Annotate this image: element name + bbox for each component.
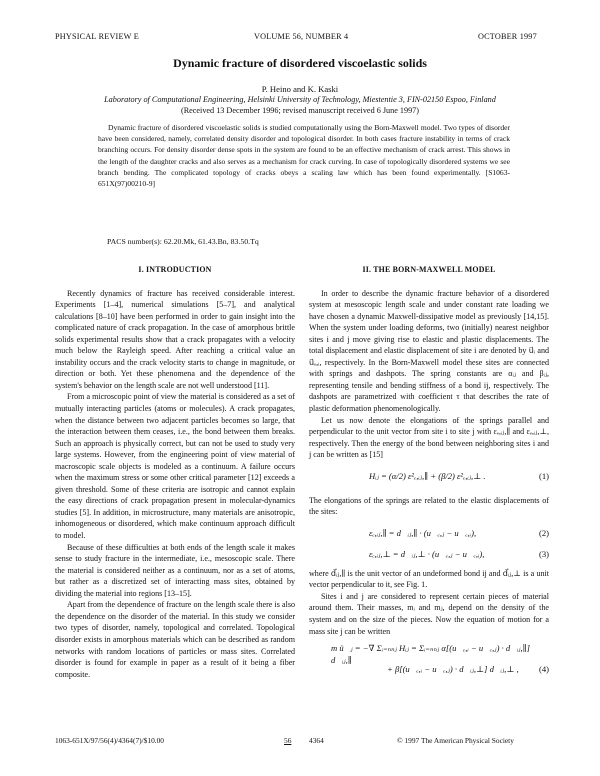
equation-4 (309, 637, 549, 681)
equation-2-number: (2) (538, 527, 549, 538)
section-heading-model: II. THE BORN-MAXWELL MODEL (362, 265, 496, 274)
affiliation: Laboratory of Computational Engineering, Helsinki University of Technology, Miestentie 3, FIN-02150 Espoo, Finland (104, 95, 496, 104)
equation-1-body: Hᵢⱼ = (α/2) ε²ₑ,ᵢⱼ,∥ + (β/2) ε²ₑ,ᵢⱼ,⊥ . (369, 470, 486, 481)
abstract (98, 122, 510, 189)
intro-paragraph: Recently dynamics of fracture has received considerable interest. Experiments [1–4], numerical simulations [5–7], and analytical calculations [8–10] have been performed in order to gain insight into the complicated nature of crack propagation. In the case of amorphous brittle solids experimental results show that a crack propagates with a velocity much below the Rayleigh speed. After reaching a critical value an instability occurs and the crack velocity starts to change in magnitude, or direction or both. Yet these phenomena and the dependence of the system's behavior on the length scale are not well understood [11]. (55, 288, 295, 390)
equation-2 (309, 518, 549, 544)
journal-name: PHYSICAL REVIEW E (55, 32, 139, 41)
intro-paragraph: From a microscopic point of view the material is considered as a set of mutually interacting particles (atoms or molecules). A crack propagates, when the distance between two adjacent particles becomes so large, that the interaction between them ceases, i.e., the bond between them breaks. Such an approach is physically correct, but can not be used to study very large systems. However, from the engineering point of view material of macroscopic scale objects is modeled as a continuum. A failure occurs when the maximum stress or some other critical parameter [12] exceeds a given threshold. Some of these criteria are isotropic and cannot explain the easy directions of crack propagation present in molecular-dynamics studies [5]. In addition, in microstructure, many materials are anisotropic, inhomogeneous or disordered, which make continuum approach difficult to model. (55, 392, 295, 541)
equation-3 (309, 544, 549, 568)
section-heading-introduction: I. INTRODUCTION (138, 265, 212, 274)
equation-1-number: (1) (538, 470, 549, 481)
footer-issue-page: 56 (284, 736, 292, 745)
equation-2-body: εₑ,ᵢⱼ,∥ = d⃗ᵢⱼ,∥ · (u⃗ₑ,ⱼ − u⃗ₑ,ᵢ), (369, 527, 477, 538)
abstract-text: Dynamic fracture of disordered viscoelastic solids is studied computationally using the Born-Maxwell model. Two types of disorder have been considered, namely, correlated density disorder and topological disorder. In both cases fracture instability in terms of crack branching occurs. For density disorder dense spots in the system are found to be an effective mechanism of crack arrest. This shows in the length of the daughter cracks and also serves as a mechanism for crack curving. In case of topologically disordered systems we see branch bending. The complicated topology of cracks obeys a scaling law which has been found experimentally. [S1063-651X(97)00210-9] (98, 123, 510, 189)
equation-4-line-2: + β[(u⃗ₑ,ᵢ − u⃗ₑ,ⱼ) · d⃗ᵢⱼ,⊥] d⃗ᵢⱼ,⊥ , (387, 664, 519, 675)
equation-4-line-1: m ü⃗ⱼ = −∇ Σᵢ₌ₙₙⱼ Hᵢⱼ = Σᵢ₌ₙₙⱼ α[(u⃗ₑ,ᵢ − u⃗ₑ,ⱼ) · d⃗ᵢⱼ,∥] d⃗ᵢⱼ,∥ (331, 643, 530, 665)
right-column (309, 264, 549, 681)
volume-number: VOLUME 56, NUMBER 4 (254, 32, 349, 41)
equation-4-number: (4) (538, 664, 549, 675)
received-dates: (Received 13 December 1996; revised manuscript received 6 June 1997) (180, 106, 420, 115)
model-paragraph: Sites i and j are considered to represent certain pieces of material around them. Their masses, mᵢ and mⱼ, depend on the density of the system and on the size of the pieces. Now the equation of motion for a mass site j can be written (309, 591, 549, 636)
equation-1 (309, 461, 549, 495)
page-number: 4364 (309, 736, 324, 745)
issue-date: OCTOBER 1997 (478, 32, 537, 41)
intro-paragraph: Apart from the dependence of fracture on the length scale there is also the dependence on the disorder of the material. In this study we consider two types of disorder, namely, topological and correlated. Topological disorder exists in amorphous materials which can be described as random networks with random locations of particles or mass sites. Correlated disorder is found for example in paper as a result of it being a fiber composite. (55, 600, 295, 679)
pacs-numbers: PACS number(s): 62.20.Mk, 61.43.Bn, 83.50.Tq (107, 237, 259, 246)
copyright: © 1997 The American Physical Society (397, 736, 514, 745)
intro-paragraph: Because of these difficulties at both ends of the length scale it makes sense to study fracture in the intermediate, i.e., mesoscopic scale. There the material is considered neither as a continuum, nor as a set of atoms, but rather as a discretized set of interacting mass sites, obtained by dividing the material into regions [13–15]. (55, 542, 295, 598)
model-paragraph: In order to describe the dynamic fracture behavior of a disordered system at mesoscopic length scale and under constant rate loading we have chosen a dynamic Maxwell-dissipative model as previously [14,15]. When the system under loading deforms, two (initially) nearest neighbor sites i and j move giving rise to elastic and plastic displacements. The total displacement and elastic displacement of site i are denoted by u⃗ᵢ and u⃗ₑ,ᵢ, respectively. In the Born-Maxwell model these sites are connected with springs and dashpots. The spring constants are αᵢⱼ and βᵢⱼ, representing tensile and bending stiffness of a bond ij, respectively. The dashpots are parametrized with coefficient τ that describes the rate of plastic deformation phenomenologically. (309, 288, 549, 414)
model-paragraph: where d⃗ᵢⱼ,∥ is the unit vector of an undeformed bond ij and d⃗ᵢⱼ,⊥ is a unit vector perpendicular to it, see Fig. 1. (309, 568, 549, 590)
footer-code: 1063-651X/97/56(4)/4364(7)/$10.00 (55, 736, 165, 745)
equation-3-number: (3) (538, 548, 549, 559)
authors: P. Heino and K. Kaski (261, 84, 339, 94)
model-paragraph: Let us now denote the elongations of the springs parallel and perpendicular to the unit vector from site i to site j with εₑ,ᵢⱼ,∥ and εₑ,ᵢⱼ,⊥, respectively. Then the energy of the bond between neighboring sites i and j can be written as [15] (309, 415, 549, 460)
equation-3-body: εₑ,ᵢⱼ,⊥ = d⃗ᵢⱼ,⊥ · (u⃗ₑ,ⱼ − u⃗ₑ,ᵢ), (369, 548, 485, 559)
paper-title: Dynamic fracture of disordered viscoelastic solids (173, 56, 427, 70)
model-paragraph: The elongations of the springs are related to the elastic displacements of the sites: (309, 495, 549, 517)
left-column (55, 264, 295, 680)
